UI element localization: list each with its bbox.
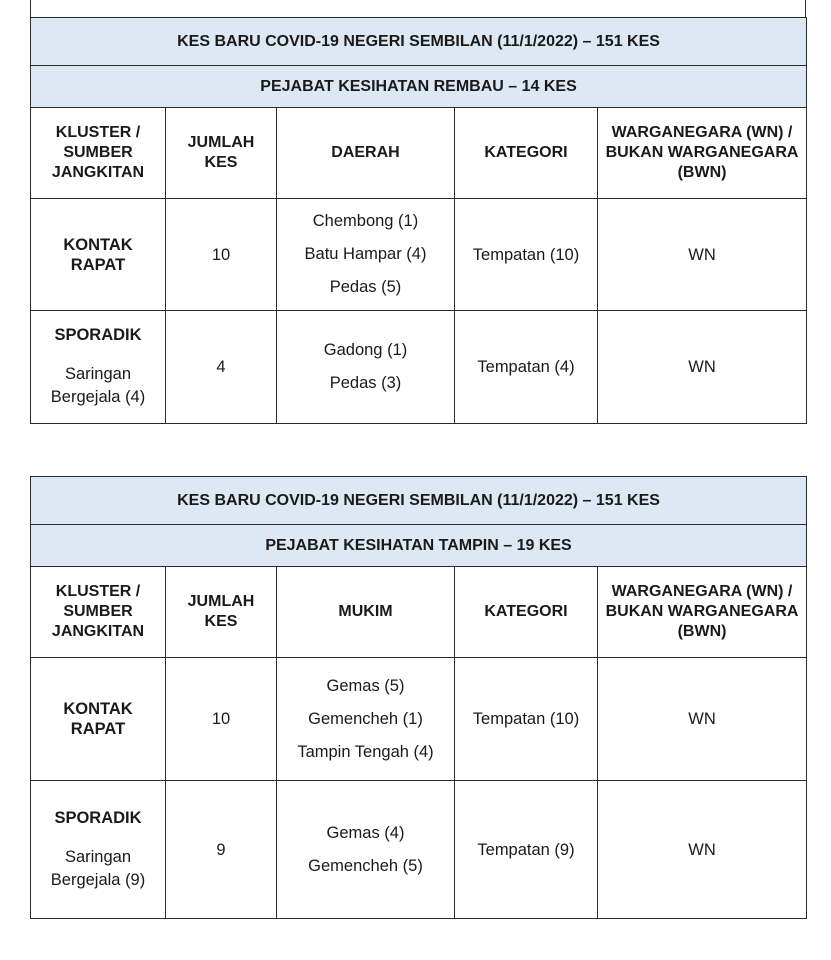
cluster-cell: KONTAK RAPAT xyxy=(31,658,166,781)
table-row xyxy=(31,781,807,919)
header-cluster: KLUSTER / SUMBER JANGKITAN xyxy=(31,567,166,658)
area-item: Gadong (1) xyxy=(323,341,408,359)
table-row xyxy=(31,311,807,424)
cluster-note: Saringan xyxy=(64,365,132,383)
citizenship-cell: WN xyxy=(598,199,807,311)
table-row xyxy=(31,658,807,781)
cluster-note: Bergejala (4) xyxy=(50,388,146,406)
count-cell: 9 xyxy=(166,781,277,919)
cluster-label: SPORADIK xyxy=(54,808,142,827)
header-count: JUMLAH KES xyxy=(166,108,277,199)
table-title: KES BARU COVID-19 NEGERI SEMBILAN (11/1/2022) – 151 KES xyxy=(31,18,807,66)
table-row xyxy=(31,199,807,311)
cluster-cell xyxy=(31,781,166,919)
area-cell xyxy=(277,311,455,424)
header-cluster: KLUSTER / SUMBER JANGKITAN xyxy=(31,108,166,199)
header-area: DAERAH xyxy=(277,108,455,199)
area-item: Chembong (1) xyxy=(312,212,419,230)
cluster-note: Saringan xyxy=(64,847,132,866)
area-cell xyxy=(277,781,455,919)
citizenship-cell: WN xyxy=(598,658,807,781)
citizenship-cell: WN xyxy=(598,311,807,424)
table-subtitle: PEJABAT KESIHATAN TAMPIN – 19 KES xyxy=(31,525,807,567)
area-item: Gemas (5) xyxy=(326,676,405,695)
count-cell: 4 xyxy=(166,311,277,424)
cluster-cell: KONTAK RAPAT xyxy=(31,199,166,311)
header-category: KATEGORI xyxy=(455,108,598,199)
header-area: MUKIM xyxy=(277,567,455,658)
cluster-label: SPORADIK xyxy=(54,326,142,344)
cluster-note: Bergejala (9) xyxy=(50,870,146,889)
area-item: Pedas (3) xyxy=(329,374,402,392)
area-item: Gemencheh (1) xyxy=(308,709,423,728)
header-citizenship: WARGANEGARA (WN) / BUKAN WARGANEGARA (BWN) xyxy=(598,567,807,658)
category-cell: Tempatan (10) xyxy=(455,658,598,781)
count-cell: 10 xyxy=(166,658,277,781)
citizenship-cell: WN xyxy=(598,781,807,919)
header-count: JUMLAH KES xyxy=(166,567,277,658)
header-citizenship: WARGANEGARA (WN) / BUKAN WARGANEGARA (BWN) xyxy=(598,108,807,199)
table-top-edge xyxy=(30,0,806,17)
area-item: Pedas (5) xyxy=(329,278,402,296)
area-cell xyxy=(277,658,455,781)
header-category: KATEGORI xyxy=(455,567,598,658)
category-cell: Tempatan (9) xyxy=(455,781,598,919)
tampin-table xyxy=(30,476,806,919)
cluster-cell xyxy=(31,311,166,424)
count-cell: 10 xyxy=(166,199,277,311)
table-subtitle: PEJABAT KESIHATAN REMBAU – 14 KES xyxy=(31,66,807,108)
rembau-table xyxy=(30,17,806,424)
area-item: Gemas (4) xyxy=(326,823,405,842)
category-cell: Tempatan (10) xyxy=(455,199,598,311)
area-item: Gemencheh (5) xyxy=(308,856,423,875)
table-title: KES BARU COVID-19 NEGERI SEMBILAN (11/1/2022) – 151 KES xyxy=(31,477,807,525)
area-item: Batu Hampar (4) xyxy=(304,245,427,263)
category-cell: Tempatan (4) xyxy=(455,311,598,424)
area-item: Tampin Tengah (4) xyxy=(297,742,434,761)
area-cell xyxy=(277,199,455,311)
